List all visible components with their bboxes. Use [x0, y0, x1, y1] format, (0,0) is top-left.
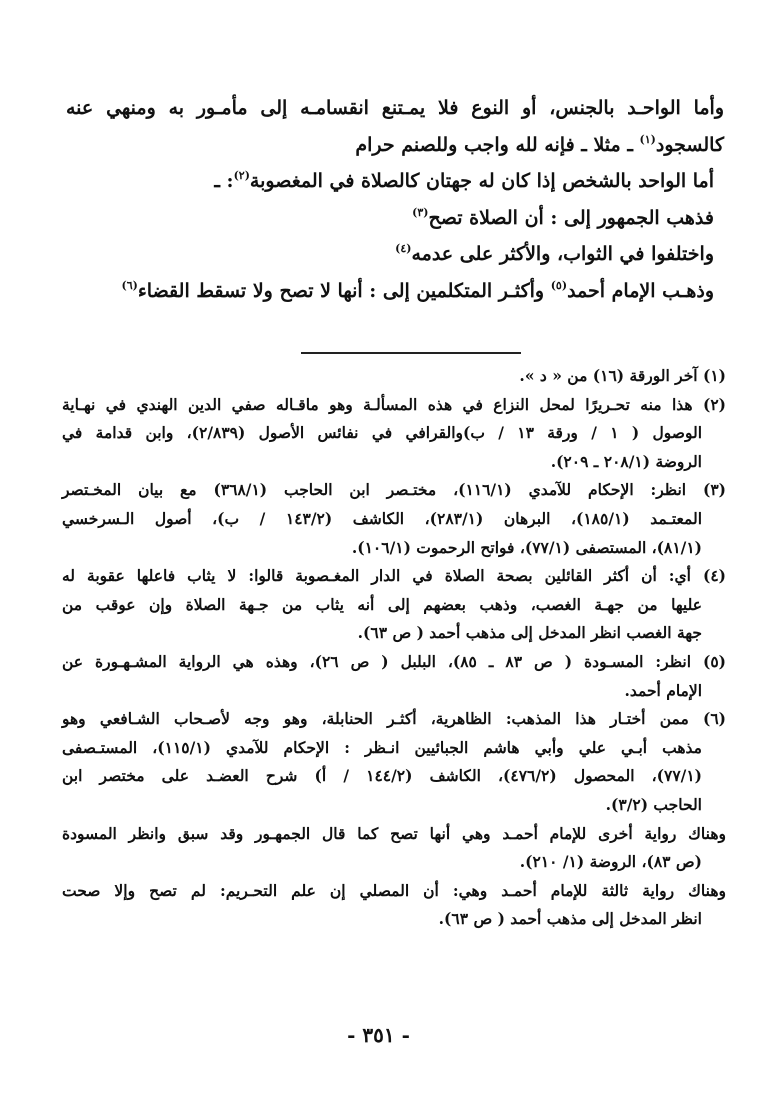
- footnote-4-line: (٤) أي: أن أكثر القائلين بصحة الصلاة في الدار المغـصوبة قالوا: لا يثاب فاعلها عقوبة له: [62, 566, 726, 586]
- footnote-ref: (٤): [395, 242, 412, 255]
- footnote-4-line: عليها من جهـة الغصب، وذهب بعضهم إلى أنه يثاب من جـهة الصلاة وإن عوقب من: [62, 594, 702, 614]
- footnote-ref: (٥): [550, 278, 568, 292]
- footnote-ref: (٢): [233, 169, 250, 182]
- main-paragraph-line: [66, 129, 724, 162]
- main-text: وأكثـر المتكلمين إلى : أنها لا تصح ولا تسقط القضاء: [137, 279, 551, 302]
- footnote-6-line: الحاجب (٣/٢).: [605, 794, 702, 814]
- footnote-6-line: (٧٧/١)، المحصول (٤٧٦/٢)، الكاشف (١٤٤/٢ / أ) شرح العضـد على مختصر ابن: [62, 766, 702, 786]
- footnote-ref: (١): [639, 132, 656, 146]
- footnote-extra-line: (ص ٨٣)، الروضة (١/ ٢١٠).: [519, 852, 702, 872]
- footnotes-block: [62, 362, 726, 934]
- main-text: وأما الواحـد بالجنس، أو النوع فلا يمـتنع انقسامـه إلى مأمـور به ومنهي عنه: [66, 97, 724, 119]
- footnote-6-line: (٦) ممن أختـار هذا المذهب: الظاهرية، أكثـر الحنابلة، وهو وجه لأصـحاب الشـافعي وهو: [62, 709, 726, 729]
- main-paragraph-line: [66, 202, 724, 235]
- main-text: : ـ: [214, 170, 234, 192]
- footnote-extra-line: وهناك رواية أخرى للإمام أحمـد وهي أنها تصح كما قال الجمهـور وقد سبق وانظر المسودة: [62, 823, 726, 843]
- page-number: - ٣٥١ -: [347, 1023, 410, 1047]
- main-text: وذهـب الإمام أحمد: [567, 279, 714, 302]
- footnote-ref: (٦): [121, 278, 138, 292]
- footnote-5-line: (٥) انظر: المسـودة ( ص ٨٣ ـ ٨٥)، البلبل ( ص ٢٦)، وهذه هي الرواية المشـهـورة عن: [62, 651, 727, 671]
- footnote-4-line: جهة الغصب انظر المدخل إلى مذهب أحمد ( ص ٦٣).: [357, 623, 702, 643]
- main-text: فذهب الجمهور إلى : أن الصلاة تصح: [428, 206, 714, 229]
- footnote-extra-line: انظر المدخل إلى مذهب أحمد ( ص ٦٣).: [438, 909, 702, 929]
- footnote-2-line: (٢) هذا منه تحـريرًا لمحل النزاع في هذه المسألـة وهو ماقـاله صفي الدين الهندي في نهـاية: [62, 394, 726, 414]
- footnote-3-line: المعتـمد (١٨٥/١)، البرهان (٢٨٣/١)، الكاشف (١٤٣/٢ / ب)، أصول الـسرخسي: [62, 508, 702, 528]
- footnote-ref: (٣): [412, 205, 429, 219]
- main-text: ـ مثلا ـ فإنه لله واجب وللصنم حرام: [355, 133, 640, 156]
- main-paragraph-line: [66, 165, 724, 198]
- footnote-extra-line: وهناك رواية ثالثة للإمام أحمـد وهي: أن المصلي إن علم التحـريم: لم تصح وإلا صحت: [62, 880, 726, 900]
- footnote-5-line: الإمام أحمد.: [624, 680, 702, 700]
- footnote-1: (١) آخر الورقة (١٦) من « د ».: [519, 366, 726, 385]
- footnote-2-line: الوصول ( ١ / ورقة ١٣ / ب)والقرافي في نفائس الأصول (٢/٨٣٩)، وابن قدامة في: [62, 423, 703, 443]
- footnote-3-line: (٨١/١)، المستصفى (٧٧/١)، فواتح الرحموت (١٠٦/١).: [351, 537, 702, 557]
- footnote-separator-line: [301, 352, 521, 354]
- main-text: أما الواحد بالشخص إذا كان له جهتان كالصلاة في المغصوبة: [249, 170, 714, 192]
- main-text-block: [66, 92, 724, 311]
- main-paragraph-line: [66, 275, 724, 308]
- main-text: كالسجود: [655, 133, 724, 156]
- main-text: واختلفوا في الثواب، والأكثر على عدمه: [411, 243, 714, 265]
- footnote-6-line: مذهب أبـي علي وأبي هاشم الجبائيين انـظر : الإحكام للآمدي (١١٥/١)، المستـصفى: [62, 737, 702, 757]
- main-paragraph-line: [66, 238, 724, 271]
- footnote-3-line: (٣) انظر: الإحكام للآمدي (١١٦/١)، مختـصر ابن الحاجب (٣٦٨/١) مع بيان المخـتصر: [62, 480, 726, 500]
- main-paragraph-line: [66, 92, 724, 125]
- footnote-2-line: الروضة (٢٠٨/١ ـ ٢٠٩).: [550, 451, 702, 471]
